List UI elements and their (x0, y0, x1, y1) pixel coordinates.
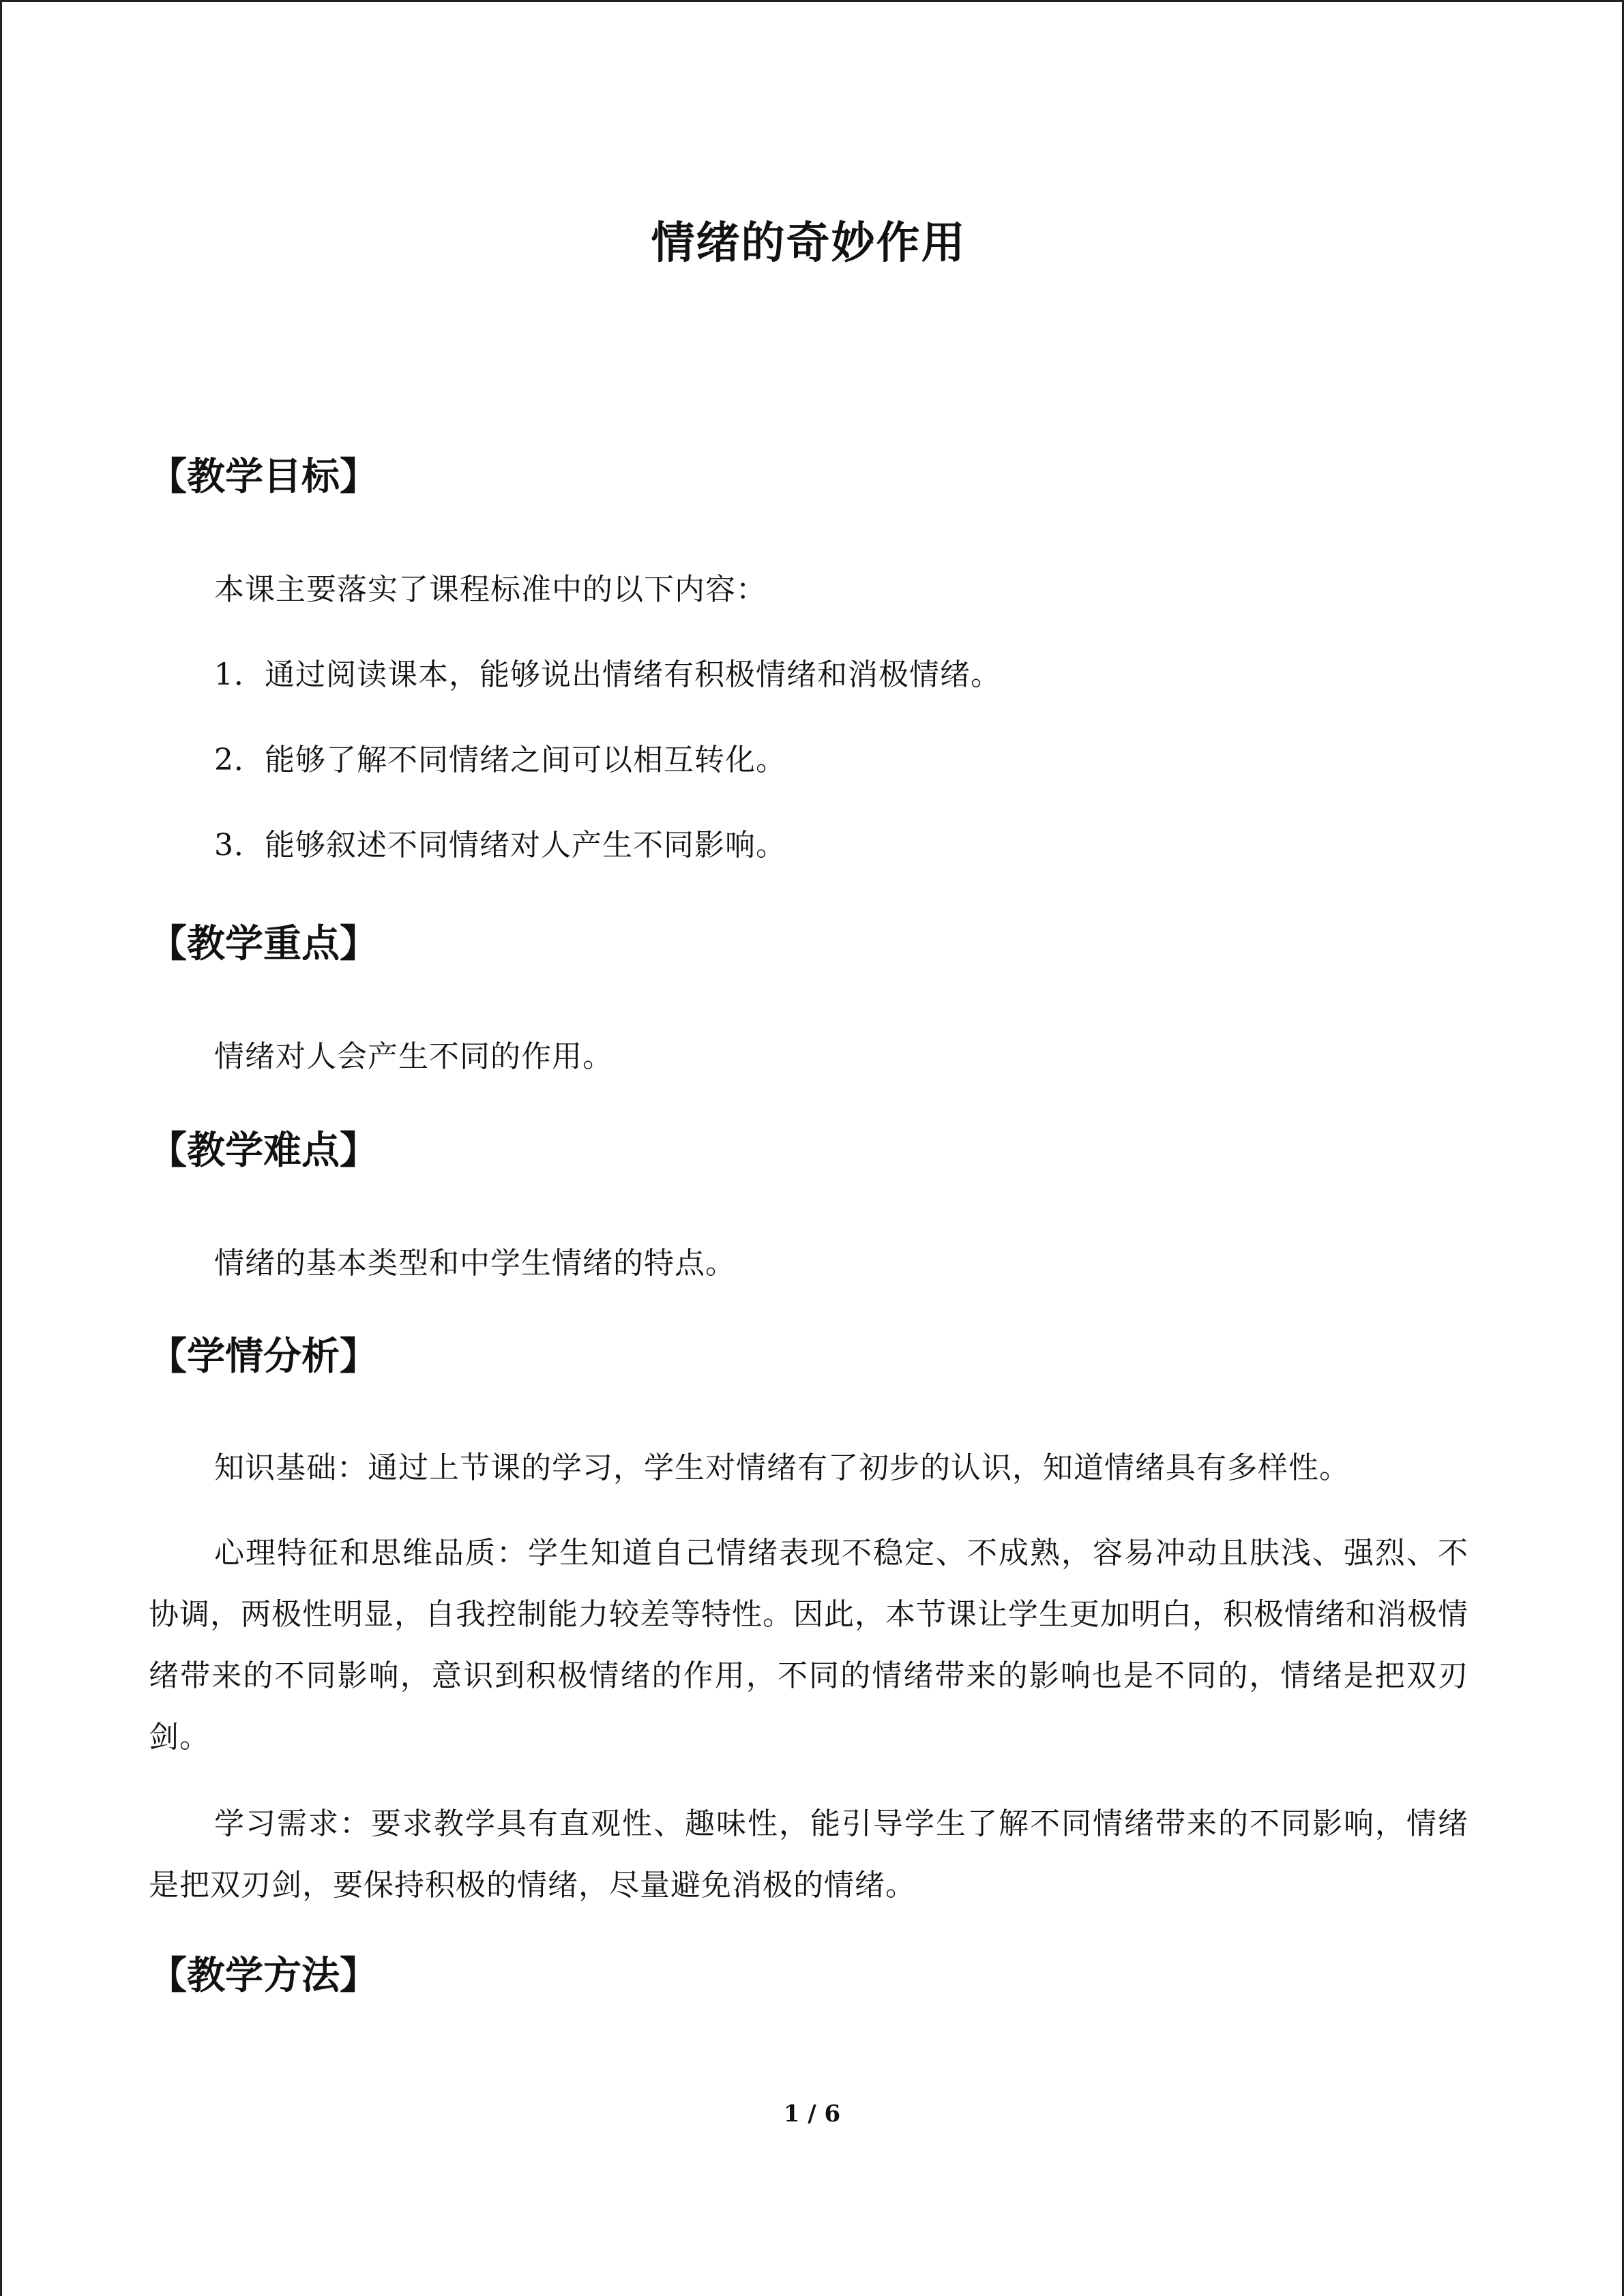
goals-item-3: 3．能够叙述不同情绪对人产生不同影响。 (214, 828, 786, 863)
heading-teaching-methods: 【教学方法】 (149, 1954, 378, 1998)
analysis-paragraph-needs: 学习需求：要求教学具有直观性、趣味性，能引导学生了解不同情绪带来的不同影响，情绪是把双刃剑，要保持积极的情绪，尽量避免消极的情绪。 (149, 1806, 1468, 1903)
analysis-paragraph-knowledge: 知识基础：通过上节课的学习，学生对情绪有了初步的认识，知道情绪具有多样性。 (214, 1450, 1350, 1485)
difficulties-text: 情绪的基本类型和中学生情绪的特点。 (214, 1246, 736, 1281)
heading-teaching-goals: 【教学目标】 (149, 455, 378, 499)
heading-difficulties: 【教学难点】 (149, 1129, 378, 1173)
analysis-paragraph-psychology: 心理特征和思维品质：学生知道自己情绪表现不稳定、不成熟，容易冲动且肤浅、强烈、不协调，两极性明显，自我控制能力较差等特性。因此，本节课让学生更加明白，积极情绪和消极情绪带来的不同影响，意识到积极情绪的作用，不同的情绪带来的影响也是不同的，情绪是把双刃剑。 (149, 1536, 1468, 1755)
key-points-text: 情绪对人会产生不同的作用。 (214, 1039, 613, 1074)
goals-item-2: 2．能够了解不同情绪之间可以相互转化。 (214, 743, 786, 777)
goals-item-1: 1．通过阅读课本，能够说出情绪有积极情绪和消极情绪。 (214, 657, 1001, 692)
page-number: 1 / 6 (783, 2100, 841, 2128)
goals-intro: 本课主要落实了课程标准中的以下内容： (214, 572, 767, 607)
heading-student-analysis: 【学情分析】 (149, 1335, 378, 1379)
page-title: 情绪的奇妙作用 (651, 218, 966, 269)
heading-key-points: 【教学重点】 (149, 922, 378, 966)
